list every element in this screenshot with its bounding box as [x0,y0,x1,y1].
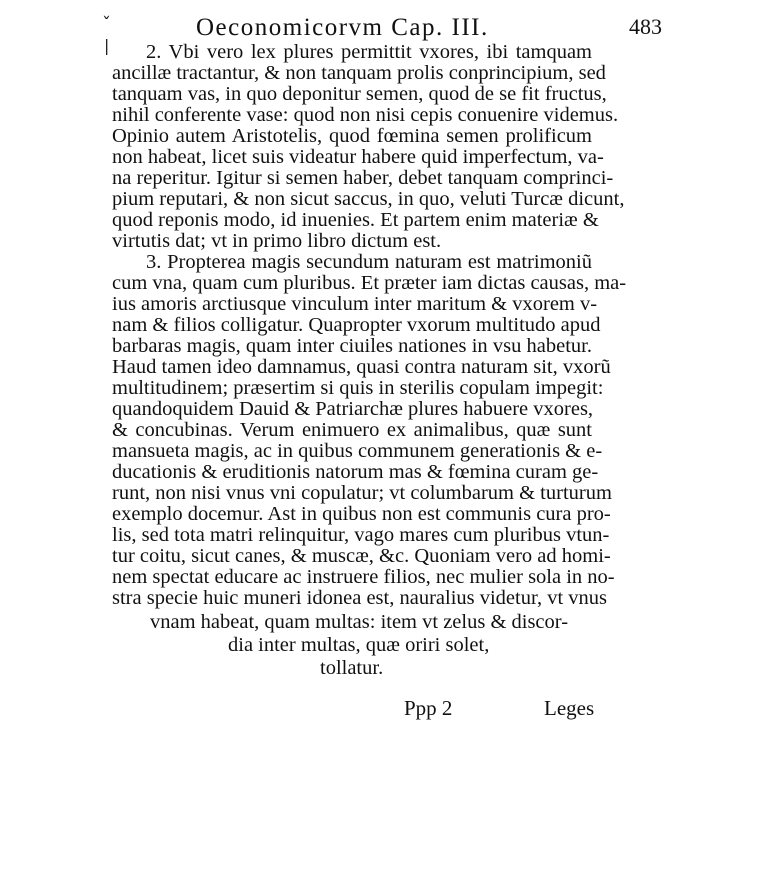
margin-mark: | [104,36,110,55]
text-line-23: exemplo docemur. Ast in quibus non est communis cura pro- [112,503,611,525]
text-line-26: nem spectat educare ac instruere filios, nec mulier sola in no- [112,566,615,588]
text-line-7: na reperitur. Igitur si semen haber, debet tanquam comprinci- [112,167,614,189]
text-line-11: 3. Propterea magis secundum naturam est matrimoniũ [146,251,592,273]
text-line-19: & concubinas. Verum enimuero ex animalibus, quæ sunt [112,419,592,441]
text-line-12: cum vna, quam cum pluribus. Et præter iam dictas causas, ma- [112,272,627,294]
text-line-15: barbaras magis, quam inter ciuiles nationes in vsu habetur. [112,335,592,357]
text-line-1: 2. Vbi vero lex plures permittit vxores, ibi tamquam [146,41,592,63]
catchword: Leges [544,696,595,720]
text-line-13: ius amoris arctiusque vinculum inter maritum & vxorem v- [112,293,598,315]
signature-mark: Ppp 2 [404,696,453,720]
text-line-21: ducationis & eruditionis natorum mas & fœmina curam ge- [112,461,599,483]
text-line-4: nihil conferente vase: quod non nisi cepis conuenire videmus. [112,104,619,126]
page-number: 483 [629,14,662,39]
tail-line-3: tollatur. [320,657,384,679]
running-title: Oeconomicorvm Cap. III. [196,14,489,41]
text-line-10: virtutis dat; vt in primo libro dictum est. [112,230,442,252]
text-line-22: runt, non nisi vnus vni copulatur; vt columbarum & turturum [112,482,612,504]
tail-line-1: vnam habeat, quam multas: item vt zelus & discor- [150,611,569,633]
text-line-14: nam & filios colligatur. Quapropter vxorum multitudo apud [112,314,601,336]
text-line-18: quandoquidem Dauid & Patriarchæ plures habuere vxores, [112,398,594,420]
text-line-16: Haud tamen ideo damnamus, quasi contra naturam sit, vxorũ [112,356,611,378]
tail-line-2: dia inter multas, quæ oriri solet, [228,634,490,656]
text-line-27: stra specie huic muneri idonea est, nauralius videtur, vt vnus [112,587,608,609]
text-line-5: Opinio autem Aristotelis, quod fœmina semen prolificum [112,125,592,147]
text-line-25: tur coitu, sicut canes, & muscæ, &c. Quoniam vero ad homi- [112,545,611,567]
text-line-3: tanquam vas, in quo deponitur semen, quod de se fit fructus, [112,83,607,105]
text-line-20: mansueta magis, ac in quibus communem generationis & e- [112,440,603,462]
text-line-6: non habeat, licet suis videatur habere quid imperfectum, va- [112,146,604,168]
header-left-mark: ˇ [102,14,111,35]
text-line-2: ancillæ tractantur, & non tanquam prolis conprincipium, sed [112,62,606,84]
text-line-24: lis, sed tota matri relinquitur, vago mares cum pluribus vtun- [112,524,610,546]
text-line-8: pium reputari, & non sicut saccus, in quo, veluti Turcæ dicunt, [112,188,625,210]
text-line-17: multitudinem; præsertim si quis in sterilis copulam impegit: [112,377,604,399]
body-text [112,41,627,609]
text-line-9: quod reponis modo, id inuenies. Et partem enim materiæ & [112,209,599,231]
